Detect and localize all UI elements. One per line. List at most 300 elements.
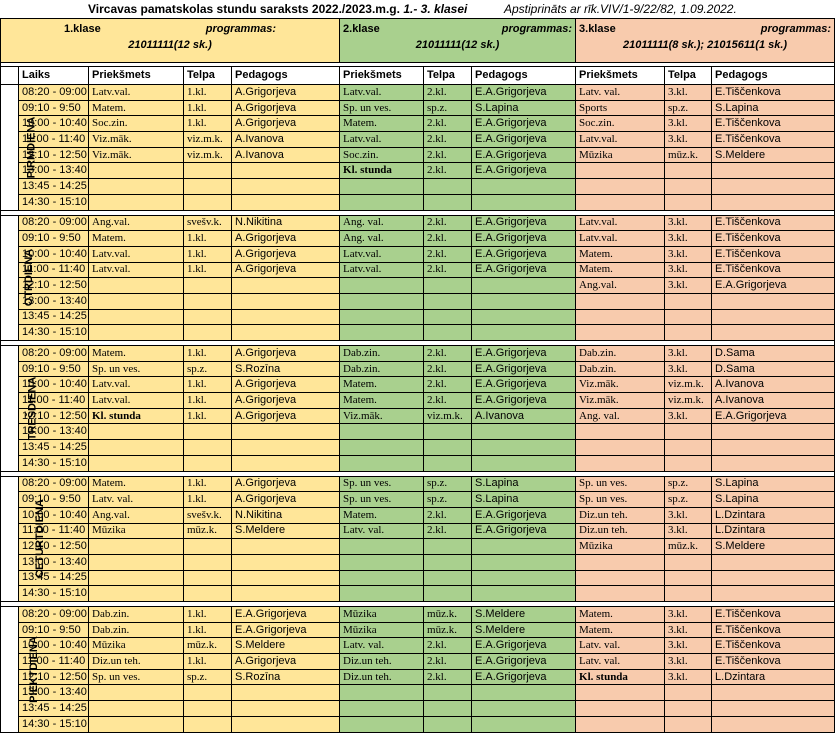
room-cell: 3.kl. xyxy=(665,346,712,362)
teacher-cell: L.Dzintara xyxy=(712,523,835,539)
subject-cell xyxy=(89,325,184,341)
subject-cell: Viz.māk. xyxy=(576,393,665,409)
table-row xyxy=(1,132,835,148)
time-cell: 10:00 - 10:40 xyxy=(19,116,89,132)
table-row xyxy=(1,607,835,623)
subject-cell xyxy=(89,309,184,325)
teacher-cell: A.Grigorjeva xyxy=(232,654,340,670)
teacher-cell xyxy=(232,293,340,309)
teacher-cell xyxy=(712,309,835,325)
teacher-cell xyxy=(472,440,576,456)
teacher-cell xyxy=(472,278,576,294)
teacher-cell: E.Tiščenkova xyxy=(712,132,835,148)
teacher-cell: N.Nikitina xyxy=(232,507,340,523)
room-cell xyxy=(184,716,232,732)
subject-cell xyxy=(89,424,184,440)
subject-cell: Latv. val. xyxy=(340,523,424,539)
time-cell: 13:45 - 14:25 xyxy=(19,179,89,195)
subject-cell: Sp. un ves. xyxy=(576,476,665,492)
room-cell: sp.z. xyxy=(424,100,472,116)
room-cell: 2.kl. xyxy=(424,507,472,523)
subject-cell: Matem. xyxy=(576,622,665,638)
subject-cell: Latv.val. xyxy=(576,132,665,148)
subject-cell xyxy=(89,179,184,195)
teacher-cell xyxy=(712,440,835,456)
teacher-cell: A.Grigorjeva xyxy=(232,231,340,247)
teacher-cell: E.A.Grigorjeva xyxy=(232,607,340,623)
subject-cell: Sp. un ves. xyxy=(576,492,665,508)
room-cell: 2.kl. xyxy=(424,361,472,377)
subject-cell: Mūzika xyxy=(89,523,184,539)
teacher-cell xyxy=(472,455,576,471)
class-header-3 xyxy=(576,19,835,63)
time-cell: 09:10 - 9:50 xyxy=(19,622,89,638)
table-row xyxy=(1,408,835,424)
subject-cell xyxy=(340,554,424,570)
room-cell: 3.kl. xyxy=(665,231,712,247)
page-title: Vircavas pamatskolas stundu saraksts 2022./2023.m.g. 1.- 3. klasei xyxy=(88,2,468,16)
subject-cell: Ang. val. xyxy=(340,215,424,231)
room-cell: 2.kl. xyxy=(424,346,472,362)
time-cell: 10:00 - 10:40 xyxy=(19,638,89,654)
time-cell: 12:10 - 12:50 xyxy=(19,147,89,163)
teacher-cell: E.A.Grigorjeva xyxy=(472,116,576,132)
subject-cell: Matem. xyxy=(340,116,424,132)
time-cell: 13:45 - 14:25 xyxy=(19,309,89,325)
teacher-cell xyxy=(232,716,340,732)
room-cell: viz.m.k. xyxy=(665,393,712,409)
subject-cell xyxy=(89,440,184,456)
time-cell: 08:20 - 09:00 xyxy=(19,85,89,101)
teacher-cell xyxy=(712,716,835,732)
time-cell: 13:00 - 13:40 xyxy=(19,424,89,440)
teacher-cell xyxy=(712,554,835,570)
room-cell xyxy=(665,554,712,570)
program-code: 21011111(12 sk.) xyxy=(128,39,212,51)
time-cell: 10:00 - 10:40 xyxy=(19,246,89,262)
table-row xyxy=(1,586,835,602)
time-cell: 08:20 - 09:00 xyxy=(19,215,89,231)
subject-cell xyxy=(89,163,184,179)
teacher-cell: E.A.Grigorjeva xyxy=(472,231,576,247)
teacher-cell: E.A.Grigorjeva xyxy=(472,246,576,262)
subject-cell xyxy=(576,685,665,701)
teacher-cell xyxy=(232,309,340,325)
subject-cell: Mūzika xyxy=(340,607,424,623)
time-cell: 13:45 - 14:25 xyxy=(19,701,89,717)
teacher-cell: D.Sama xyxy=(712,361,835,377)
room-cell xyxy=(184,278,232,294)
room-cell xyxy=(424,701,472,717)
teacher-cell: A.Grigorjeva xyxy=(232,476,340,492)
subject-cell xyxy=(576,701,665,717)
subject-cell: Matem. xyxy=(89,100,184,116)
teacher-cell: L.Dzintara xyxy=(712,669,835,685)
subject-cell: Sp. un ves. xyxy=(89,361,184,377)
room-cell: 2.kl. xyxy=(424,147,472,163)
room-cell xyxy=(184,194,232,210)
subject-cell: Matem. xyxy=(576,262,665,278)
subject-cell: Dab.zin. xyxy=(340,361,424,377)
room-cell xyxy=(184,179,232,195)
subject-cell: Matem. xyxy=(89,231,184,247)
time-cell: 12:10 - 12:50 xyxy=(19,539,89,555)
time-cell: 14:30 - 15:10 xyxy=(19,716,89,732)
time-cell: 08:20 - 09:00 xyxy=(19,476,89,492)
subject-cell xyxy=(89,278,184,294)
room-cell: 3.kl. xyxy=(665,622,712,638)
teacher-cell xyxy=(232,179,340,195)
subject-cell xyxy=(576,293,665,309)
subject-cell xyxy=(576,716,665,732)
room-cell: viz.m.k. xyxy=(424,408,472,424)
room-cell: sp.z. xyxy=(184,361,232,377)
teacher-cell: S.Rozīna xyxy=(232,361,340,377)
day-label xyxy=(1,476,46,602)
room-cell: mūz.k. xyxy=(184,638,232,654)
room-cell: 1.kl. xyxy=(184,607,232,623)
column-header-row xyxy=(1,67,835,85)
teacher-cell: E.Tiščenkova xyxy=(712,231,835,247)
subject-cell: Mūzika xyxy=(340,622,424,638)
subject-cell: Viz.māk. xyxy=(89,147,184,163)
teacher-cell: S.Meldere xyxy=(712,147,835,163)
subject-cell xyxy=(340,194,424,210)
time-cell: 10:00 - 10:40 xyxy=(19,507,89,523)
time-cell: 11:00 - 11:40 xyxy=(19,523,89,539)
time-cell: 13:00 - 13:40 xyxy=(19,554,89,570)
time-cell: 09:10 - 9:50 xyxy=(19,361,89,377)
subject-cell: Latv.val. xyxy=(340,85,424,101)
teacher-cell xyxy=(712,455,835,471)
teacher-cell xyxy=(472,586,576,602)
subject-cell: Latv.val. xyxy=(340,262,424,278)
room-cell xyxy=(665,586,712,602)
programmas-label: programmas: xyxy=(501,23,573,35)
subject-cell: Latv.val. xyxy=(340,246,424,262)
room-cell: 2.kl. xyxy=(424,116,472,132)
subject-header: Priekšmets xyxy=(576,67,665,85)
subject-cell xyxy=(89,539,184,555)
room-cell xyxy=(665,455,712,471)
subject-cell xyxy=(576,570,665,586)
teacher-cell: N.Nikitina xyxy=(232,215,340,231)
table-row xyxy=(1,361,835,377)
subject-cell: Matem. xyxy=(340,507,424,523)
teacher-cell: E.A.Grigorjeva xyxy=(472,132,576,148)
teacher-cell: A.Grigorjeva xyxy=(232,246,340,262)
room-cell xyxy=(184,293,232,309)
subject-cell xyxy=(89,455,184,471)
subject-cell: Matem. xyxy=(576,246,665,262)
table-row xyxy=(1,424,835,440)
subject-cell xyxy=(340,179,424,195)
teacher-cell: A.Grigorjeva xyxy=(232,116,340,132)
teacher-cell: S.Meldere xyxy=(712,539,835,555)
time-cell: 08:20 - 09:00 xyxy=(19,346,89,362)
subject-cell xyxy=(89,570,184,586)
room-cell: 1.kl. xyxy=(184,85,232,101)
room-cell xyxy=(184,586,232,602)
room-cell: 2.kl. xyxy=(424,523,472,539)
teacher-cell xyxy=(712,179,835,195)
teacher-cell: A.Grigorjeva xyxy=(232,85,340,101)
teacher-cell: A.Ivanova xyxy=(472,408,576,424)
subject-cell: Ang.val. xyxy=(89,507,184,523)
subject-cell: Latv.val. xyxy=(89,262,184,278)
subject-cell: Sp. un ves. xyxy=(340,492,424,508)
room-cell: sp.z. xyxy=(665,476,712,492)
teacher-cell xyxy=(712,194,835,210)
teacher-cell: E.A.Grigorjeva xyxy=(472,523,576,539)
time-cell: 11:00 - 11:40 xyxy=(19,393,89,409)
day-name: OTRDIENA xyxy=(23,249,36,307)
approval-note: Apstiprināts ar rīk.VIV/1-9/22/82, 1.09.2022. xyxy=(504,2,737,16)
room-cell: mūz.k. xyxy=(665,539,712,555)
teacher-cell xyxy=(472,309,576,325)
class-header-row xyxy=(1,19,835,63)
subject-cell: Mūzika xyxy=(576,147,665,163)
room-cell: 2.kl. xyxy=(424,85,472,101)
table-row xyxy=(1,346,835,362)
teacher-cell xyxy=(232,455,340,471)
table-row xyxy=(1,116,835,132)
room-cell: mūz.k. xyxy=(424,607,472,623)
room-cell: sp.z. xyxy=(424,476,472,492)
room-cell xyxy=(665,325,712,341)
room-cell: 1.kl. xyxy=(184,100,232,116)
teacher-cell: A.Grigorjeva xyxy=(232,100,340,116)
teacher-cell xyxy=(712,586,835,602)
teacher-cell: E.A.Grigorjeva xyxy=(472,638,576,654)
subject-cell xyxy=(576,424,665,440)
room-cell: 2.kl. xyxy=(424,393,472,409)
teacher-cell: E.Tiščenkova xyxy=(712,607,835,623)
time-cell: 12:10 - 12:50 xyxy=(19,408,89,424)
room-cell: 1.kl. xyxy=(184,262,232,278)
room-cell: 1.kl. xyxy=(184,246,232,262)
teacher-cell: A.Grigorjeva xyxy=(232,262,340,278)
teacher-cell: E.Tiščenkova xyxy=(712,638,835,654)
table-row xyxy=(1,215,835,231)
room-cell xyxy=(665,424,712,440)
teacher-cell xyxy=(232,685,340,701)
teacher-cell xyxy=(232,570,340,586)
subject-cell xyxy=(89,685,184,701)
subject-cell xyxy=(340,455,424,471)
subject-cell: Matem. xyxy=(340,393,424,409)
day-name: TREŠDIENA xyxy=(26,376,39,441)
teacher-cell xyxy=(712,163,835,179)
subject-cell: Latv. val. xyxy=(576,654,665,670)
room-cell: mūz.k. xyxy=(665,147,712,163)
day-label xyxy=(1,215,36,341)
teacher-cell: S.Lapina xyxy=(712,100,835,116)
day-name: PIEKTDIENA xyxy=(27,635,40,703)
subject-cell: Diz.un teh. xyxy=(89,654,184,670)
subject-cell: Sp. un ves. xyxy=(340,476,424,492)
room-cell: viz.m.k. xyxy=(184,147,232,163)
room-cell: 1.kl. xyxy=(184,346,232,362)
subject-cell: Diz.un teh. xyxy=(340,654,424,670)
subject-cell xyxy=(89,586,184,602)
room-header: Telpa xyxy=(424,67,472,85)
room-cell: 2.kl. xyxy=(424,231,472,247)
table-row xyxy=(1,147,835,163)
subject-cell: Matem. xyxy=(89,476,184,492)
class-header-1 xyxy=(1,19,340,63)
teacher-cell: S.Lapina xyxy=(472,492,576,508)
table-row xyxy=(1,523,835,539)
time-cell: 14:30 - 15:10 xyxy=(19,586,89,602)
teacher-cell xyxy=(712,325,835,341)
day-header xyxy=(1,67,19,85)
subject-cell: Dab.zin. xyxy=(89,607,184,623)
room-cell: 2.kl. xyxy=(424,669,472,685)
room-cell: 1.kl. xyxy=(184,476,232,492)
time-header: Laiks xyxy=(19,67,89,85)
room-cell xyxy=(184,554,232,570)
subject-cell xyxy=(340,701,424,717)
teacher-cell xyxy=(232,278,340,294)
teacher-cell xyxy=(712,424,835,440)
subject-cell: Diz.un teh. xyxy=(576,523,665,539)
teacher-cell: E.Tiščenkova xyxy=(712,85,835,101)
room-cell xyxy=(424,716,472,732)
teacher-cell: A.Ivanova xyxy=(232,132,340,148)
room-cell xyxy=(184,309,232,325)
table-row xyxy=(1,654,835,670)
time-cell: 09:10 - 9:50 xyxy=(19,231,89,247)
subject-cell: Soc.zin. xyxy=(89,116,184,132)
room-cell xyxy=(184,325,232,341)
teacher-cell: E.A.Grigorjeva xyxy=(712,408,835,424)
subject-cell xyxy=(576,586,665,602)
teacher-cell: A.Ivanova xyxy=(712,377,835,393)
room-cell: viz.m.k. xyxy=(184,132,232,148)
room-cell: sp.z. xyxy=(184,669,232,685)
subject-cell xyxy=(340,309,424,325)
teacher-cell: E.A.Grigorjeva xyxy=(232,622,340,638)
teacher-cell xyxy=(232,701,340,717)
room-cell: svešv.k. xyxy=(184,507,232,523)
teacher-cell xyxy=(472,539,576,555)
room-cell: mūz.k. xyxy=(424,622,472,638)
day-label xyxy=(1,85,38,211)
teacher-header: Pedagogs xyxy=(712,67,835,85)
teacher-cell: S.Meldere xyxy=(472,607,576,623)
title-bar xyxy=(0,0,836,18)
room-cell: 2.kl. xyxy=(424,654,472,670)
room-cell xyxy=(184,440,232,456)
teacher-cell: E.A.Grigorjeva xyxy=(472,654,576,670)
day-label xyxy=(1,346,39,472)
subject-cell: Ang.val. xyxy=(576,278,665,294)
subject-cell xyxy=(576,194,665,210)
teacher-cell: E.A.Grigorjeva xyxy=(472,346,576,362)
room-cell xyxy=(424,455,472,471)
teacher-cell: A.Ivanova xyxy=(712,393,835,409)
teacher-cell: E.A.Grigorjeva xyxy=(472,669,576,685)
subject-cell: Latv.val. xyxy=(576,231,665,247)
time-cell: 11:00 - 11:40 xyxy=(19,262,89,278)
teacher-cell xyxy=(712,570,835,586)
time-cell: 13:00 - 13:40 xyxy=(19,163,89,179)
teacher-cell xyxy=(472,325,576,341)
teacher-cell xyxy=(472,554,576,570)
subject-cell xyxy=(89,554,184,570)
teacher-cell: S.Lapina xyxy=(472,100,576,116)
table-row xyxy=(1,163,835,179)
teacher-cell xyxy=(232,194,340,210)
subject-cell: Matem. xyxy=(576,607,665,623)
table-row xyxy=(1,293,835,309)
room-cell: 3.kl. xyxy=(665,132,712,148)
table-row xyxy=(1,85,835,101)
subject-cell: Latv. val. xyxy=(576,85,665,101)
room-cell xyxy=(184,570,232,586)
subject-cell: Diz.un teh. xyxy=(576,507,665,523)
teacher-cell xyxy=(232,440,340,456)
table-row xyxy=(1,570,835,586)
subject-header: Priekšmets xyxy=(340,67,424,85)
teacher-cell: D.Sama xyxy=(712,346,835,362)
subject-cell xyxy=(89,194,184,210)
table-row xyxy=(1,701,835,717)
teacher-header: Pedagogs xyxy=(232,67,340,85)
teacher-cell xyxy=(472,293,576,309)
room-cell: 3.kl. xyxy=(665,215,712,231)
subject-cell: Mūzika xyxy=(576,539,665,555)
room-cell xyxy=(665,179,712,195)
room-cell: 3.kl. xyxy=(665,607,712,623)
room-cell: 2.kl. xyxy=(424,262,472,278)
room-cell xyxy=(424,194,472,210)
subject-cell: Latv. val. xyxy=(89,492,184,508)
subject-cell xyxy=(340,325,424,341)
room-cell xyxy=(184,685,232,701)
room-cell: sp.z. xyxy=(665,100,712,116)
subject-cell xyxy=(340,293,424,309)
subject-cell: Soc.zin. xyxy=(576,116,665,132)
subject-cell: Dab.zin. xyxy=(89,622,184,638)
subject-cell: Kl. stunda xyxy=(340,163,424,179)
subject-cell: Kl. stunda xyxy=(89,408,184,424)
timetable xyxy=(0,18,835,733)
subject-cell: Viz.māk. xyxy=(89,132,184,148)
teacher-cell: E.A.Grigorjeva xyxy=(472,163,576,179)
room-cell xyxy=(424,309,472,325)
table-row xyxy=(1,716,835,732)
table-row xyxy=(1,325,835,341)
room-cell xyxy=(665,293,712,309)
table-row xyxy=(1,231,835,247)
teacher-cell: E.Tiščenkova xyxy=(712,262,835,278)
subject-cell: Dab.zin. xyxy=(576,346,665,362)
room-cell xyxy=(424,539,472,555)
teacher-cell xyxy=(232,539,340,555)
teacher-cell xyxy=(472,194,576,210)
subject-cell xyxy=(576,440,665,456)
teacher-cell: E.A.Grigorjeva xyxy=(472,262,576,278)
room-cell xyxy=(424,293,472,309)
room-cell: 2.kl. xyxy=(424,132,472,148)
time-cell: 13:00 - 13:40 xyxy=(19,685,89,701)
subject-cell: Viz.māk. xyxy=(340,408,424,424)
room-cell: 2.kl. xyxy=(424,377,472,393)
subject-cell: Latv. val. xyxy=(340,638,424,654)
time-cell: 13:45 - 14:25 xyxy=(19,440,89,456)
